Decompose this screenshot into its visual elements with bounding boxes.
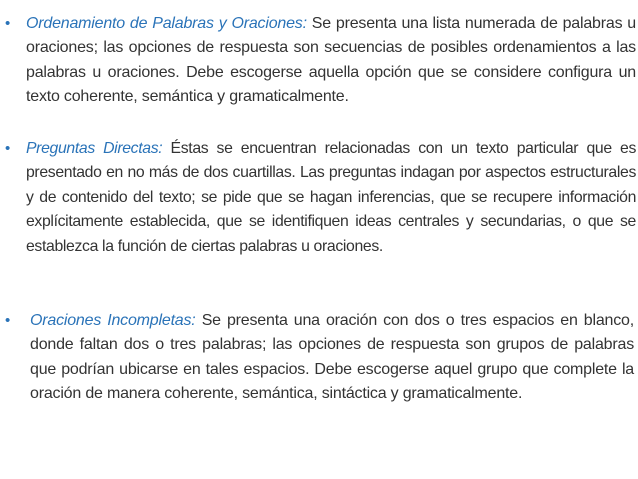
item-description: Éstas se encuentran relacionadas con un texto particular que es presentado en no más de dos cuartillas. Las preguntas indagan por aspectos estructurales y de contenido del texto; se pide que se hagan inferencias, que se recupere información explícitamente establecida, que se identifiquen ideas centrales y secundarias, o que se establezca la función de ciertas palabras u oraciones. (26, 140, 636, 255)
bullet-icon: • (5, 312, 11, 329)
item-term: Ordenamiento de Palabras y Oraciones: (26, 15, 307, 32)
list-item-paragraph (30, 309, 634, 407)
list-item-paragraph (26, 12, 636, 110)
item-term: Oraciones Incompletas: (30, 312, 196, 329)
list-item-paragraph (26, 137, 636, 259)
bullet-icon: • (5, 15, 11, 32)
item-term: Preguntas Directas: (26, 140, 163, 157)
item-description: Se presenta una lista numerada de palabras u oraciones; las opciones de respuesta son secuencias de posibles ordenamientos a las palabras u oraciones. Debe escogerse aquella opción que se considere configura un texto coherente, semántica y gramaticalmente. (26, 15, 637, 106)
bullet-icon: • (5, 140, 11, 157)
item-description: Se presenta una oración con dos o tres espacios en blanco, donde faltan dos o tres palabras; las opciones de respuesta son grupos de palabras que podrían ubicarse en tales espacios. Debe escogerse aquel grupo que complete la oración de manera coherente, semántica, sintáctica y gramaticalmente. (30, 312, 634, 403)
